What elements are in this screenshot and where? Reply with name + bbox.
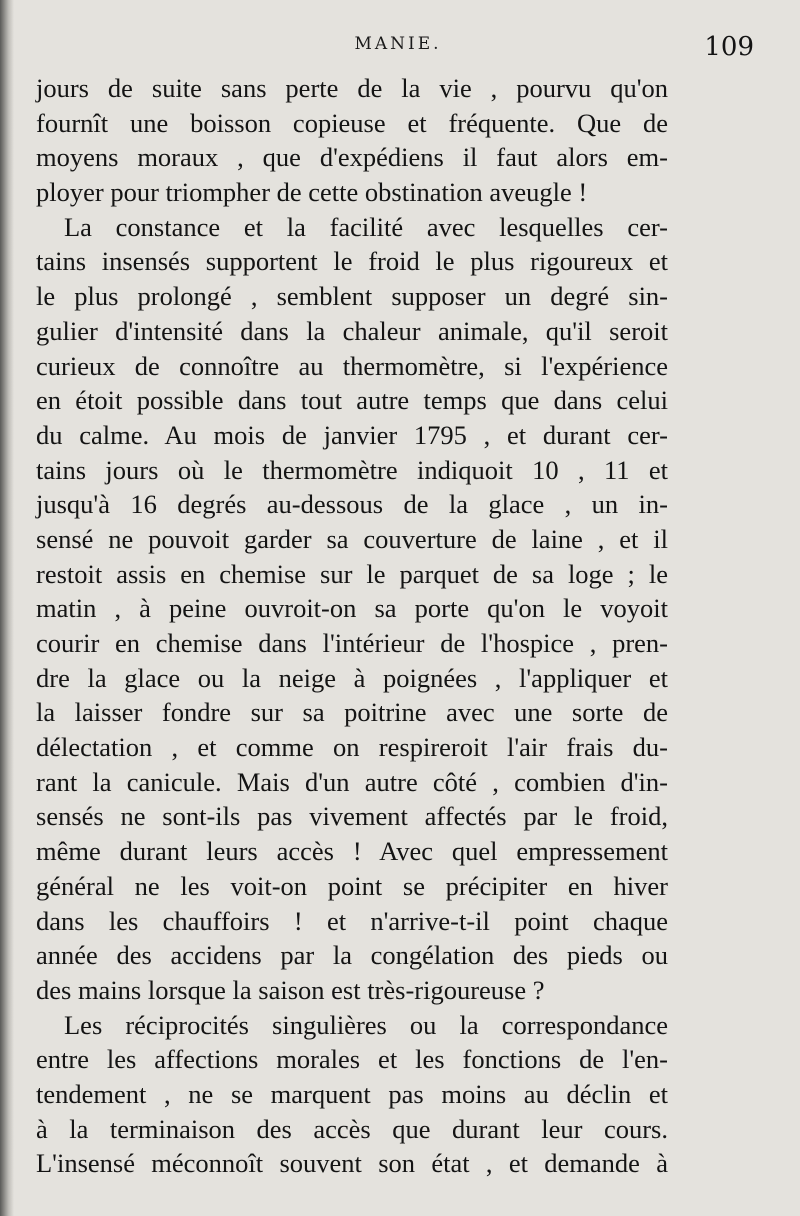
text-line: des mains lorsque la saison est très-rigoureuse ? [36,974,545,1005]
text-line: jours de suite sans perte de la vie , pourvu qu'on [36,73,668,103]
text-line: rant la canicule. Mais d'un autre côté , combien d'in- [36,766,668,797]
page-number: 109 [704,32,754,62]
paragraph-start-line: Les réciprocités singulières ou la correspondance [64,1009,668,1040]
text-line: en étoit possible dans tout autre temps que dans celui [36,385,668,416]
text-line: dre la glace ou la neige à poignées , l'appliquer et [36,662,668,693]
text-line: à la terminaison des accès que durant leur cours. [36,1113,668,1144]
text-line: moyens moraux , que d'expédiens il faut alors em- [36,142,668,173]
body-text [36,71,668,1181]
text-line: fournît une boisson copieuse et fréquente. Que de [36,107,668,138]
text-line: année des accidens par la congélation des pieds ou [36,940,668,971]
page-edge-shadow [0,0,14,1216]
text-line: ployer pour triompher de cette obstination aveugle ! [36,177,588,208]
text-line: entre les affections morales et les fonctions de l'en- [36,1044,668,1075]
text-line: dans les chauffoirs ! et n'arrive-t-il point chaque [36,905,668,936]
text-line: jusqu'à 16 degrés au-dessous de la glace , un in- [36,489,668,520]
text-line: tendement , ne se marquent pas moins au déclin et [36,1078,668,1109]
text-line: sensés ne sont-ils pas vivement affectés par le froid, [36,801,668,832]
text-line: matin , à peine ouvroit-on sa porte qu'on le voyoit [36,593,668,624]
text-line: même durant leurs accès ! Avec quel empressement [36,836,668,867]
page-header [36,32,760,66]
text-line: le plus prolongé , semblent supposer un degré sin- [36,281,668,312]
text-line: gulier d'intensité dans la chaleur animale, qu'il seroit [36,315,668,346]
paragraph-start-line: La constance et la facilité avec lesquelles cer- [64,211,668,242]
text-line: du calme. Au mois de janvier 1795 , et durant cer- [36,419,668,450]
text-line: courir en chemise dans l'intérieur de l'hospice , pren- [36,628,668,658]
text-line: L'insensé méconnoît souvent son état , et demande à [36,1148,668,1179]
text-line: délectation , et comme on respireroit l'air frais du- [36,732,668,763]
text-line: général ne les voit-on point se précipiter en hiver [36,870,668,901]
text-line: tains jours où le thermomètre indiquoit 10 , 11 et [36,454,668,485]
text-line: tains insensés supportent le froid le plus rigoureux et [36,246,668,277]
running-title: MANIE. [354,34,442,54]
text-line: sensé ne pouvoit garder sa couverture de laine , et il [36,523,668,554]
text-line: curieux de connoître au thermomètre, si l'expérience [36,350,668,381]
text-line: restoit assis en chemise sur le parquet de sa loge ; le [36,558,668,589]
text-line: la laisser fondre sur sa poitrine avec une sorte de [36,697,668,728]
